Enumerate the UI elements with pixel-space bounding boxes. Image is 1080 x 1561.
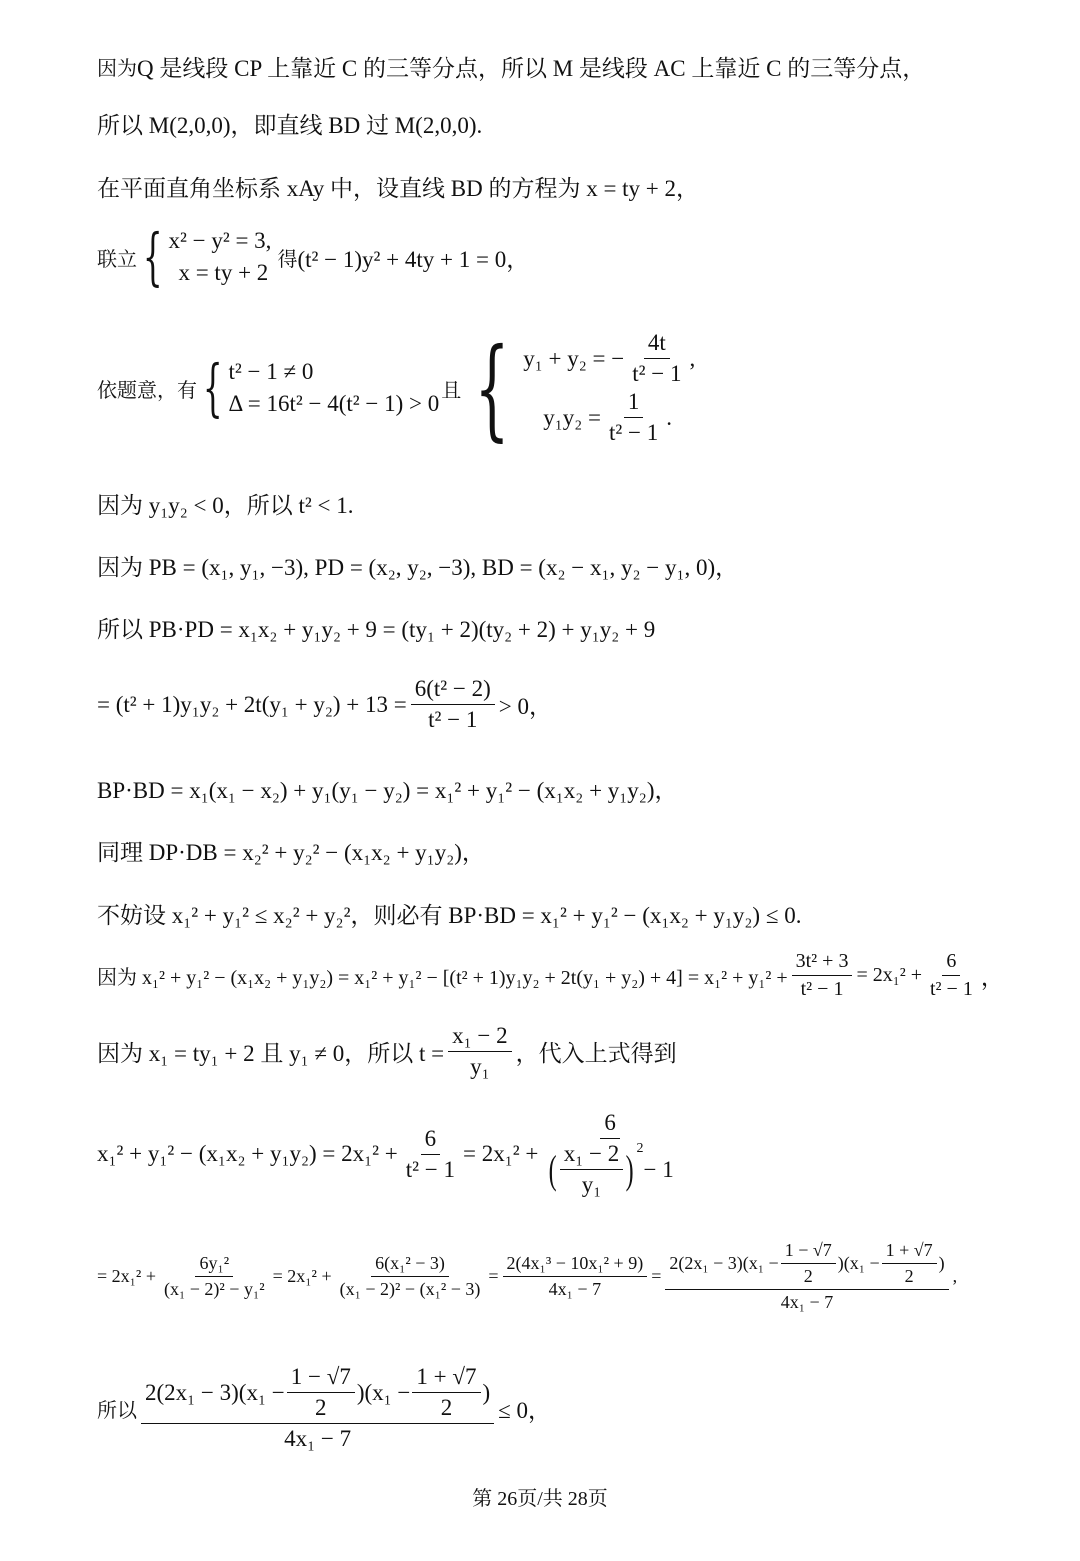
- line-14-tail: ，代入上式得到: [515, 1041, 677, 1066]
- and-label: 且: [441, 377, 462, 402]
- left-brace: {: [474, 324, 510, 452]
- vieta-stack: [523, 330, 695, 446]
- result-label: 得: [277, 246, 298, 271]
- line-17-num: [141, 1364, 494, 1424]
- condition-brace-group: [197, 351, 440, 424]
- line-16-den-1: (x₁ − 2)² − y₁²: [163, 1279, 265, 1299]
- text-line-8: [97, 611, 655, 644]
- line-16-num-4c: )(x₁ −: [837, 1253, 880, 1273]
- line-16-fraction-2: [336, 1253, 485, 1300]
- system-eq-2: x = ty + 2: [178, 260, 269, 285]
- line-16-fraction-4: [665, 1240, 948, 1313]
- line-16-num-4a: 2(2x₁ − 3)(x₁ −: [669, 1253, 779, 1273]
- line-11-text: 同理 DP·DB = x₂² + y₂² − (x₁x₂ + y₁y₂)，: [97, 840, 485, 865]
- line-16-num-3: 2(4x₁³ − 10x₁² + 9): [503, 1253, 648, 1277]
- text-line-2: [97, 107, 482, 140]
- line-12-text: 不妨设 x₁² + y₁² ≤ x₂² + y₂²，则必有 BP·BD = x₁² + y₁² − (x₁x₂ + y₁y₂) ≤ 0.: [97, 903, 802, 928]
- system-brace-group: [137, 220, 272, 293]
- line-1-text: 因为: [97, 56, 137, 80]
- condition-2: Δ = 16t² − 4(t² − 1) > 0: [228, 391, 440, 416]
- system-label: 联立: [97, 246, 137, 271]
- line-15-mid: = 2x₁² +: [463, 1141, 539, 1166]
- line-15-text: x₁² + y₁² − (x₁x₂ + y₁y₂) = 2x₁² +: [97, 1141, 398, 1166]
- left-brace: {: [142, 220, 163, 293]
- line-14-text: 因为 x₁ = ty₁ + 2 且 y₁ ≠ 0，所以 t =: [97, 1041, 445, 1066]
- line-1-rest: Q 是线段 CP 上靠近 C 的三等分点，所以 M 是线段 AC 上靠近 C 的三等分点，: [137, 56, 926, 81]
- text-line-10: [97, 772, 677, 805]
- line-16-fraction-3: [503, 1253, 648, 1300]
- line-9-text: = (t² + 1)y₁y₂ + 2t(y₁ + y₂) + 13 =: [97, 691, 407, 717]
- line-16-part-a: = 2x₁² +: [97, 1266, 156, 1286]
- line-17-tail: ≤ 0，: [498, 1397, 552, 1423]
- condition-block: [97, 324, 696, 452]
- vieta-sum: y₁ + y₂ = − $\frac{4t}{\text{t² − 1}}$ ,: [523, 330, 696, 386]
- text-line-16: [97, 1240, 957, 1313]
- line-10-text: BP·BD = x₁(x₁ − x₂) + y₁(y₁ − y₂) = x₁² + y₁² − (x₁x₂ + y₁y₂)，: [97, 778, 678, 803]
- line-13-fraction-1: [792, 950, 853, 1001]
- line-16-two-2: 2: [904, 1266, 914, 1286]
- equation-system-1: [97, 220, 530, 293]
- line-15-inner-num: x₁ − 2: [560, 1141, 624, 1170]
- line-17-two-2: 2: [440, 1395, 453, 1420]
- condition-1: t² − 1 ≠ 0: [228, 359, 314, 384]
- line-16-tail: ,: [952, 1266, 958, 1286]
- line-13-text: 因为 x₁² + y₁² − (x₁x₂ + y₁y₂) = x₁² + y₁² − [(t² + 1)y₁y₂ + 2t(y₁ + y₂) + 4] = x₁² + y₁² +: [97, 967, 788, 989]
- text-line-1: [97, 50, 925, 83]
- vieta-product-num: 1: [624, 389, 644, 418]
- line-15-fraction-2: [542, 1110, 677, 1198]
- line-6-text: 因为 y₁y₂ < 0，所以 t² < 1.: [97, 493, 354, 518]
- line-8-text: 所以 PB·PD = x₁x₂ + y₁y₂ + 9 = (ty₁ + 2)(ty₂ + 2) + y₁y₂ + 9: [97, 617, 656, 642]
- condition-label: 依题意，有: [97, 377, 197, 402]
- line-7-text: 因为 PB = (x₁, y₁, −3), PD = (x₂, y₂, −3), BD = (x₂ − x₁, y₂ − y₁, 0)，: [97, 555, 739, 580]
- vieta-sum-num: 4t: [644, 330, 670, 359]
- line-15-fraction-1: [402, 1126, 459, 1183]
- line-13-fraction-2: [926, 950, 977, 1001]
- system-stack: [168, 228, 271, 286]
- vieta-product-lhs: y₁y₂ =: [543, 404, 602, 430]
- text-line-11: [97, 834, 485, 867]
- line-16-num-4e: ): [938, 1253, 945, 1273]
- text-line-6: [97, 487, 354, 520]
- line-15-den-1: t² − 1: [405, 1156, 456, 1182]
- line-14-num: x₁ − 2: [448, 1023, 512, 1052]
- line-13-den-2: t² − 1: [930, 978, 973, 1000]
- line-3-text: 在平面直角坐标系 xAy 中，设直线 BD 的方程为 x = ty + 2，: [97, 176, 700, 201]
- line-13-den-1: t² − 1: [800, 978, 844, 1000]
- text-line-14: [97, 1023, 677, 1080]
- vieta-brace-group: [461, 324, 696, 452]
- text-line-12: [97, 897, 801, 930]
- line-16-part-b: = 2x₁² +: [272, 1266, 332, 1286]
- line-14-fraction: [448, 1023, 512, 1080]
- system-eq-1: x² − y² = 3,: [168, 228, 272, 253]
- line-13-tail: ，: [980, 965, 1004, 990]
- line-9-den: t² − 1: [428, 707, 478, 732]
- line-16-two-1: 2: [803, 1266, 813, 1286]
- text-line-15: [97, 1110, 682, 1198]
- line-16-part-c: =: [488, 1266, 499, 1286]
- line-13-num-1: 3t² + 3: [792, 950, 853, 976]
- line-15-den-2: ( $\frac{\text{x₁ − 2}}{\text{y₁}}$ ) $^2$ − 1: [549, 1141, 674, 1197]
- system-result: (t² − 1)y² + 4ty + 1 = 0，: [297, 246, 530, 272]
- text-line-3: [97, 170, 699, 203]
- vieta-sum-fraction: [628, 330, 685, 387]
- text-line-7: [97, 549, 738, 582]
- line-17-num-b: 1 − √7: [287, 1364, 355, 1393]
- line-17-den: 4x₁ − 7: [284, 1426, 352, 1451]
- line-16-den-3: 4x₁ − 7: [548, 1279, 602, 1299]
- line-13-mid: = 2x₁² +: [856, 964, 922, 986]
- text-line-17: [97, 1364, 551, 1452]
- line-15-inner-den: y₁: [581, 1172, 602, 1197]
- line-17-num-e: ): [482, 1379, 491, 1405]
- line-9-num: 6(t² − 2): [411, 676, 495, 705]
- line-2-text: 所以 M(2,0,0)，即直线 BD 过 M(2,0,0).: [97, 113, 483, 138]
- vieta-product-fraction: [605, 389, 662, 446]
- line-15-den-tail: − 1: [643, 1156, 674, 1182]
- line-16-num-2: 6(x₁² − 3): [371, 1253, 449, 1277]
- left-brace: {: [202, 351, 223, 424]
- vieta-product-den: t² − 1: [609, 420, 659, 445]
- vieta-product: y₁y₂ = $\frac{1}{\text{t² − 1}}$ .: [543, 389, 673, 445]
- line-16-den-2: (x₁ − 2)² − (x₁² − 3): [339, 1279, 481, 1299]
- text-line-13: [97, 950, 1004, 1001]
- line-16-num-4: [665, 1240, 948, 1290]
- line-9-fraction: [411, 676, 495, 733]
- page-footer: 第 26页/共 28页: [472, 1488, 608, 1510]
- line-13-num-2: 6: [942, 950, 960, 976]
- line-16-part-d: =: [651, 1266, 662, 1286]
- line-16-fraction-1: [160, 1253, 269, 1300]
- line-16-den-4: 4x₁ − 7: [780, 1292, 834, 1312]
- line-17-fraction: [141, 1364, 494, 1452]
- line-16-num-1: 6y₁²: [195, 1253, 233, 1277]
- line-17-label: 所以: [97, 1397, 137, 1422]
- condition-stack: [228, 359, 439, 417]
- vieta-sum-lhs: y₁ + y₂ = −: [523, 345, 625, 371]
- line-16-num-4b: 1 − √7: [781, 1240, 836, 1264]
- text-line-9: [97, 676, 552, 733]
- line-15-num-1: 6: [421, 1126, 441, 1155]
- line-17-num-c: )(x₁ −: [356, 1379, 411, 1405]
- line-16-num-4d: 1 + √7: [882, 1240, 937, 1264]
- line-14-den: y₁: [470, 1054, 490, 1079]
- line-17-num-a: 2(2x₁ − 3)(x₁ −: [145, 1379, 285, 1405]
- line-15-num-2: 6: [600, 1110, 620, 1139]
- line-9-tail: > 0，: [498, 694, 553, 719]
- line-17-num-d: 1 + √7: [412, 1364, 480, 1393]
- line-17-two-1: 2: [315, 1395, 327, 1420]
- vieta-sum-den: t² − 1: [632, 361, 682, 386]
